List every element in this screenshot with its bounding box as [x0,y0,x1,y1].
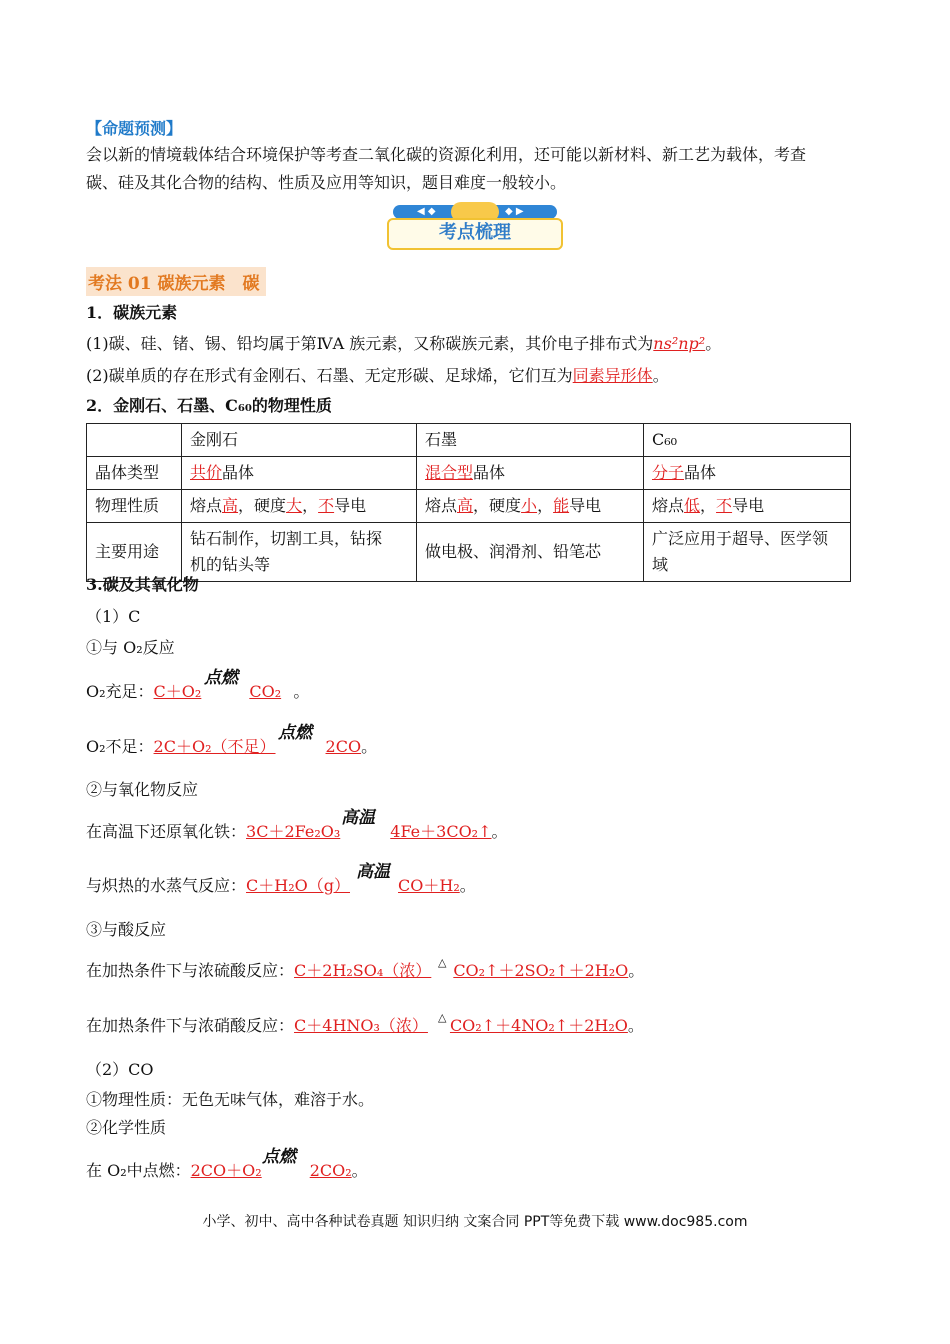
reaction-condition: 高温 [356,862,390,882]
cell-text: 熔点 [190,496,223,515]
cell-text: 导电 [334,496,367,515]
subheading-co: （2）CO [86,1060,154,1079]
cell-text: 晶体 [473,463,506,482]
cell-text: 钻石制作，切割工具，钻探 [190,529,383,548]
cell-text: ，硬度 [238,496,287,515]
item-with-oxygen: ①与 O₂反应 [86,638,175,657]
reaction-products: 4Fe＋3CO₂↑ [390,822,492,841]
row-label: 物理性质 [87,490,182,523]
table-row [87,457,851,490]
reaction-steam [86,874,476,898]
cell-text: ， [302,496,319,515]
reaction-nitric-acid [86,1014,644,1038]
reaction-label: O₂充足： [86,682,154,701]
heat-condition-icon: △ [438,1011,447,1024]
cell-text: 域 [652,555,669,574]
row-label: 主要用途 [87,523,182,582]
allotrope-answer: 同素异形体 [572,366,653,385]
answer: 低 [684,496,701,515]
reaction-products: 2CO₂ [309,1161,352,1180]
answer: 大 [286,496,303,515]
reaction-o2-sufficient [86,680,309,704]
cell-text: 晶体 [222,463,255,482]
cell [182,457,417,490]
answer: 不 [318,496,335,515]
answer: 分子 [652,463,685,482]
answer: 不 [716,496,733,515]
reaction-condition: 点燃 [278,723,312,743]
cell-text: 熔点 [652,496,685,515]
table-row [87,490,851,523]
cell [644,490,851,523]
arrow-right-icon: ◆ ▶ [505,206,524,217]
subheading-carbon: （1）C [86,607,141,626]
reaction-products: CO₂↑＋4NO₂↑＋2H₂O [449,1016,628,1035]
row-label: 晶体类型 [87,457,182,490]
cell [182,523,417,582]
co-physical-properties: ①物理性质：无色无味气体，难溶于水。 [86,1090,375,1109]
prediction-title: 【命题预测】 [86,119,183,138]
reaction-condition: 点燃 [204,668,238,688]
section-badge [387,202,563,248]
answer: 高 [222,496,239,515]
page-footer: 小学、初中、高中各种试卷真题 知识归纳 文案合同 PPT等免费下载 www.doc985.com [202,1214,748,1230]
cell [417,490,644,523]
reaction-condition: 高温 [341,808,375,828]
reaction-condition: 点燃 [262,1147,296,1167]
answer: 能 [553,496,570,515]
reaction-label: 在高温下还原氧化铁： [86,822,247,841]
prediction-text-line2: 碳、硅及其化合物的结构、性质及应用等知识，题目难度一般较小。 [86,173,567,192]
reaction-reactants: C＋O₂ [153,682,202,701]
reaction-reactants: 2CO＋O₂ [190,1161,262,1180]
reaction-iron-oxide [86,820,508,844]
heading-physical-properties: 2．金刚石、石墨、C₆₀的物理性质 [86,396,332,415]
reaction-label: 在 O₂中点燃： [86,1161,191,1180]
answer: 高 [457,496,474,515]
reaction-end: 。 [628,961,645,980]
reaction-products: CO＋H₂ [398,876,460,895]
cell [417,457,644,490]
reaction-label: 在加热条件下与浓硝酸反应： [86,1016,295,1035]
cell-text: 熔点 [425,496,458,515]
reaction-products: CO₂↑＋2SO₂↑＋2H₂O [453,961,629,980]
reaction-co-combustion [86,1159,368,1183]
reaction-end: 。 [293,682,310,701]
reaction-sulfuric-acid [86,959,644,983]
answer: 小 [521,496,538,515]
allotrope-end: 。 [652,366,669,385]
header-cell-c60: C₆₀ [644,424,851,457]
cell [182,490,417,523]
reaction-products: CO₂ [249,682,282,701]
valence-end: 。 [705,334,722,353]
allotrope-text: (2)碳单质的存在形式有金刚石、石墨、无定形碳、足球烯，它们互为 [86,366,573,385]
cell [644,523,851,582]
reaction-label: 在加热条件下与浓硫酸反应： [86,961,295,980]
reaction-reactants: C＋4HNO₃（浓） [294,1016,428,1035]
section-heading [86,267,266,296]
section-title: 考法 01 碳族元素 碳 [86,267,266,296]
cell-text: ， [700,496,717,515]
reaction-reactants: 3C＋2Fe₂O₃ [246,822,341,841]
prediction-text-line1: 会以新的情境载体结合环境保护等考查二氧化碳的资源化利用，还可能以新材料、新工艺为载体，考查 [86,145,807,164]
cell-text: ， [537,496,554,515]
cell-text: 导电 [732,496,765,515]
reaction-end: 。 [459,876,476,895]
reaction-o2-insufficient [86,735,377,759]
reaction-end: 。 [491,822,508,841]
cell-text: 导电 [569,496,602,515]
heading-carbon-group: 1．碳族元素 [86,303,178,322]
table-row [87,523,851,582]
reaction-end: 。 [351,1161,368,1180]
reaction-label: O₂不足： [86,737,154,756]
cell-text: 晶体 [684,463,717,482]
cell-text: 机的钻头等 [190,555,271,574]
cell [644,457,851,490]
reaction-reactants: C＋H₂O（g） [246,876,350,895]
co-chemical-properties: ②化学性质 [86,1118,167,1137]
item-with-oxides: ②与氧化物反应 [86,780,199,799]
header-cell-graphite: 石墨 [417,424,644,457]
properties-table [86,423,851,582]
header-cell-empty [87,424,182,457]
header-cell-diamond: 金刚石 [182,424,417,457]
reaction-label: 与炽热的水蒸气反应： [86,876,247,895]
reaction-end: 。 [361,737,378,756]
heat-condition-icon: △ [438,956,447,969]
cell-text: ，硬度 [473,496,522,515]
paragraph-valence [86,332,721,356]
answer: 共价 [190,463,223,482]
reaction-end: 。 [627,1016,644,1035]
table-header-row [87,424,851,457]
paragraph-allotropes [86,364,669,388]
valence-text: (1)碳、硅、锗、锡、铅均属于第ⅣA 族元素，又称碳族元素，其价电子排布式为 [86,334,654,353]
cell: 做电极、润滑剂、铅笔芯 [417,523,644,582]
answer: 混合型 [425,463,474,482]
badge-label: 考点梳理 [439,222,511,243]
reaction-products: 2CO [325,737,362,756]
reaction-reactants: C＋2H₂SO₄（浓） [294,961,432,980]
cell-text: 广泛应用于超导、医学领 [652,529,829,548]
heading-carbon-oxides: 3.碳及其氧化物 [86,575,199,594]
arrow-left-icon: ◀ ◆ [417,206,436,217]
valence-answer: ns²np² [653,334,706,353]
item-with-acids: ③与酸反应 [86,920,167,939]
reaction-reactants: 2C＋O₂（不足） [153,737,276,756]
